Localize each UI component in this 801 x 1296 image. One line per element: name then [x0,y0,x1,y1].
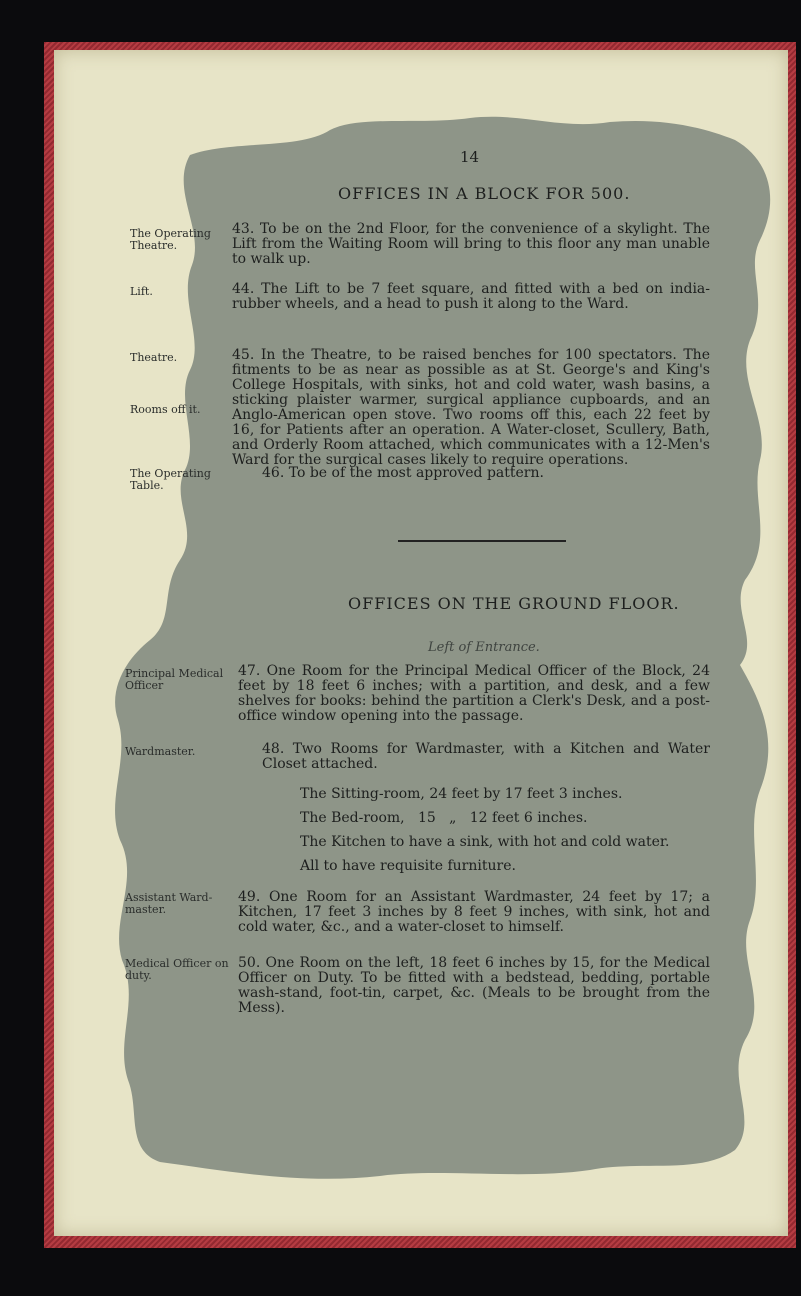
paragraph-44: 44. The Lift to be 7 feet square, and fitted with a bed on india-rubber wheels, and a head to push it along to the Ward. [232,281,710,312]
paragraph-46: 46. To be of the most approved pattern. [262,465,544,481]
list-item: The Bed-room, 15 „ 12 feet 6 inches. [300,810,588,826]
section-heading-ground-floor: OFFICES ON THE GROUND FLOOR. [348,594,680,613]
margin-note: Wardmaster. [125,745,196,758]
margin-note: The Operating Table. [130,467,211,492]
list-item: All to have requisite furniture. [300,858,516,874]
list-item: The Kitchen to have a sink, with hot and cold water. [300,834,670,850]
list-item: The Sitting-room, 24 feet by 17 feet 3 inches. [300,786,623,802]
margin-note: Principal Medical Officer [125,667,224,692]
margin-note: Theatre. [130,351,178,364]
section-divider [398,540,566,542]
margin-note: Assistant Ward-master. [125,891,213,916]
page-number: 14 [460,148,480,166]
paragraph-45: 45. In the Theatre, to be raised benches for 100 spectators. The fitments to be as near as possible as at St. George's and King's College Hospitals, with sinks, hot and cold water, wash basins, a sticking plaister warmer, surgical appliance cupboards, and an Anglo-American open stove. Two rooms off this, each 22 feet by 16, for Patients after an operation. A Water-closet, Scullery, Bath, and Orderly Room attached, which communicates with a 12-Men's Ward for the surgical cases likely to require operations. [232,347,710,468]
margin-note: The Operating Theatre. [130,227,211,252]
margin-note: Rooms off it. [130,403,201,416]
paragraph-43: 43. To be on the 2nd Floor, for the convenience of a skylight. The Lift from the Waiting Room will bring to this floor any man unable to walk up. [232,221,710,267]
paragraph-48: 48. Two Rooms for Wardmaster, with a Kitchen and Water Closet attached. [262,741,710,772]
paragraph-50: 50. One Room on the left, 18 feet 6 inches by 15, for the Medical Officer on Duty. To be fitted with a bedstead, bedding, portable wash-stand, foot-tin, carpet, &c. (Meals to be brought from the Mess). [238,955,710,1016]
section-heading-upper: OFFICES IN A BLOCK FOR 500. [338,184,631,203]
paragraph-47: 47. One Room for the Principal Medical Officer of the Block, 24 feet by 18 feet 6 inches; with a partition, and desk, and a few shelves for books: behind the partition a Clerk's Desk, and a post-office window opening into the passage. [238,663,710,724]
margin-note: Lift. [130,285,153,298]
section-subheading: Left of Entrance. [428,640,540,655]
margin-note: Medical Officer on duty. [125,957,229,982]
paragraph-49: 49. One Room for an Assistant Wardmaster, 24 feet by 17; a Kitchen, 17 feet 3 inches by 8 feet 9 inches, with sink, hot and cold water, &c., and a water-closet to himself. [238,889,710,935]
